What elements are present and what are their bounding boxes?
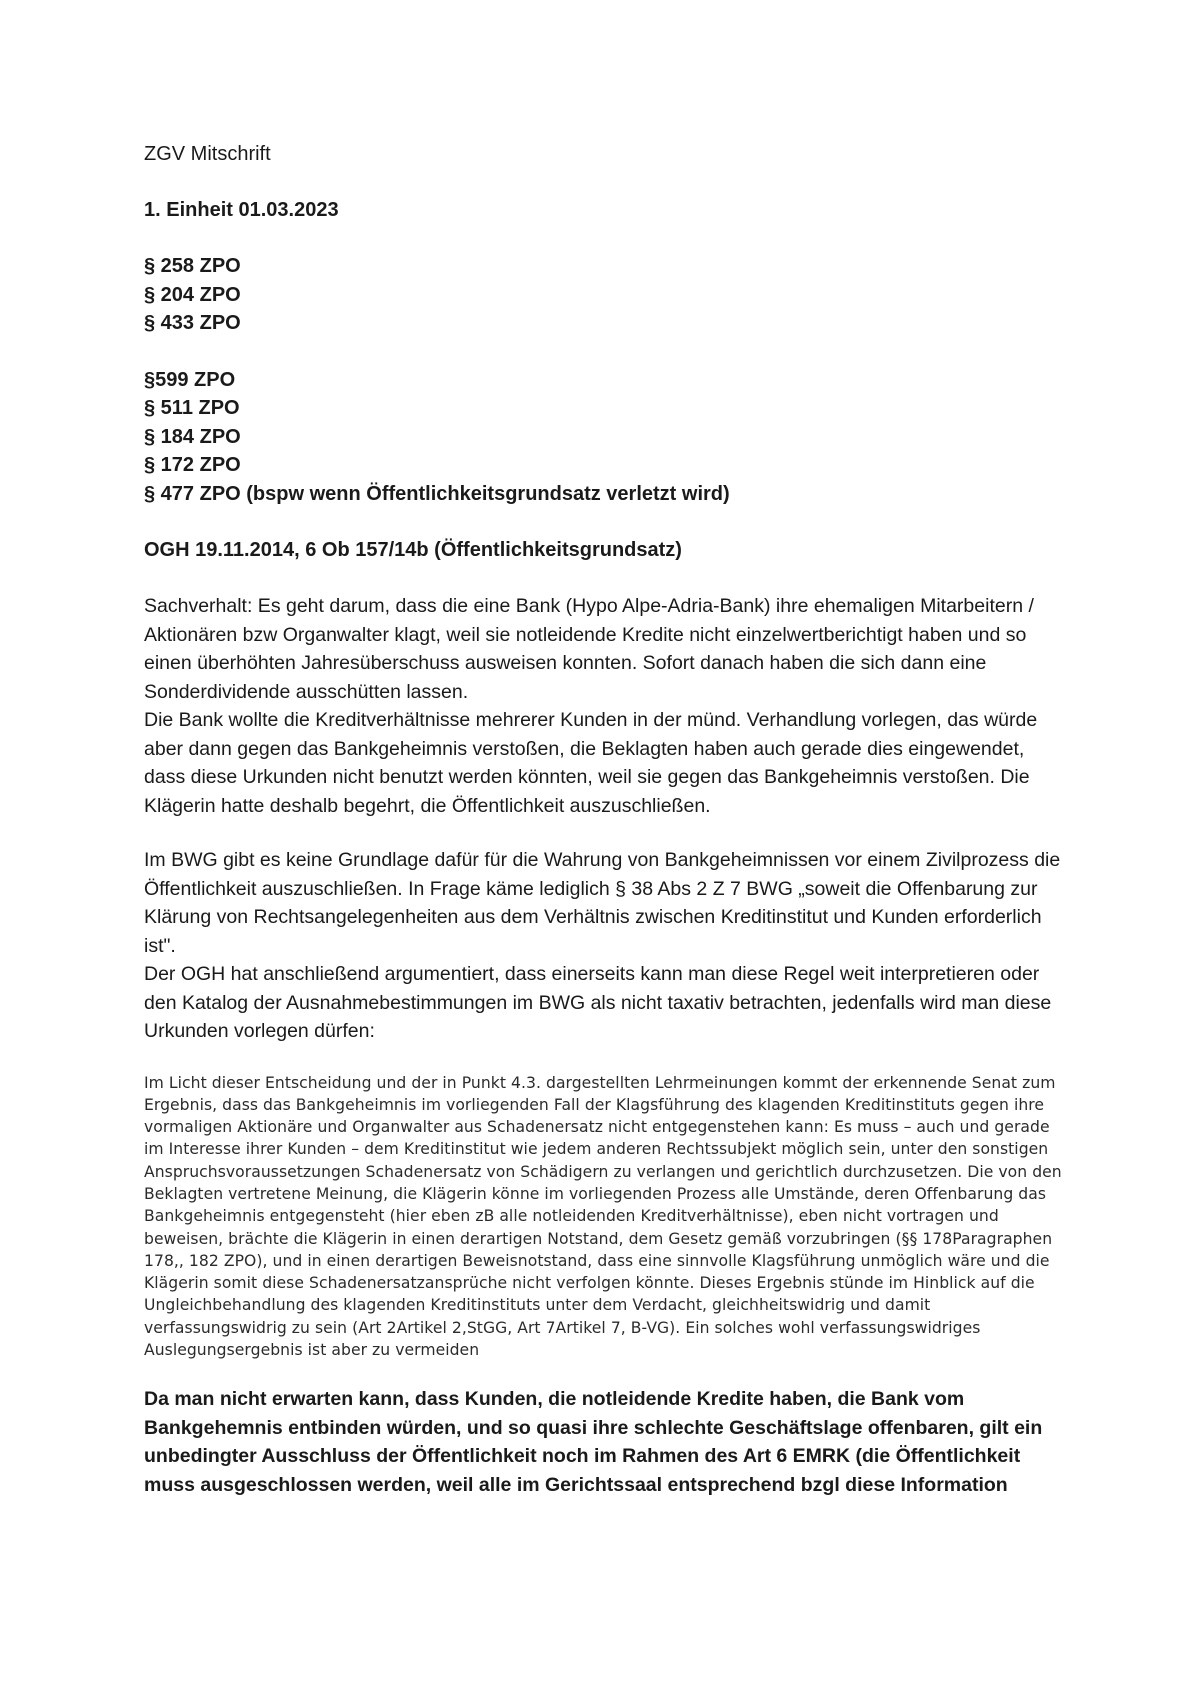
paragraph-reference: § 204 ZPO	[144, 283, 241, 306]
paragraph-reference: § 433 ZPO	[144, 312, 241, 334]
conclusion-paragraph: Da man nicht erwarten kann, dass Kunden, die notleidende Kredite haben, die Bank vom Bankgehemnis entbinden würden, und so quasi ihre schlechte Geschäftslage offenbaren, gilt ein unbedingter Ausschluss der Öffentlichkeit noch im Rahmen des Art 6 EMRK (die Öffentlichkeit muss ausgeschlossen werden, weil alle im Gerichtssaal entsprechend bzgl diese Information	[144, 1388, 1043, 1496]
sachverhalt-section	[144, 592, 1064, 820]
bwg-section	[144, 846, 1064, 1046]
paragraph-reference: § 184 ZPO	[144, 425, 241, 448]
case-heading: OGH 19.11.2014, 6 Ob 157/14b (Öffentlichkeitsgrundsatz)	[144, 539, 682, 561]
paragraph-reference: §599 ZPO	[144, 368, 236, 391]
ogh-paragraph: Der OGH hat anschließend argumentiert, dass einerseits kann man diese Regel weit interpretieren oder den Katalog der Ausnahmebestimmungen im BWG als nicht taxativ betrachten, jedenfalls wird man diese Urkunden vorlegen dürfen:	[144, 963, 1052, 1042]
bank-paragraph: Die Bank wollte die Kreditverhältnisse mehrerer Kunden in der münd. Verhandlung vorlegen, das würde aber dann gegen das Bankgeheimnis verstoßen, die Beklagten haben auch gerade dies eingewendet, dass diese Urkunden nicht benutzt werden könnten, weil sie gegen das Bankgeheimnis verstoßen. Die Klägerin hatte deshalb begehrt, die Öffentlichkeit auszuschließen.	[144, 709, 1038, 817]
paragraph-reference: § 258 ZPO	[144, 255, 241, 277]
paragraph-list-2	[144, 366, 1064, 509]
document-title: ZGV Mitschrift	[144, 143, 271, 165]
paragraph-reference: § 511 ZPO	[144, 397, 240, 419]
bwg-paragraph: Im BWG gibt es keine Grundlage dafür für die Wahrung von Bankgeheimnissen vor einem Zivilprozess die Öffentlichkeit auszuschließen. In Frage käme lediglich § 38 Abs 2 Z 7 BWG „soweit die Offenbarung zur Klärung von Rechtsangelegenheiten aus dem Verhältnis zwischen Kreditinstitut und Kunden erforderlich ist".	[144, 849, 1061, 957]
document-content	[144, 140, 1064, 1499]
paragraph-list-1	[144, 252, 1064, 338]
unit-heading: 1. Einheit 01.03.2023	[144, 199, 339, 221]
paragraph-reference: § 477 ZPO (bspw wenn Öffentlichkeitsgrundsatz verletzt wird)	[144, 482, 730, 505]
court-quote: Im Licht dieser Entscheidung und der in Punkt 4.3. dargestellten Lehrmeinungen kommt der erkennende Senat zum Ergebnis, dass das Bankgeheimnis im vorliegenden Fall der Klagsführung des klagenden Kreditinstituts gegen ihre vormaligen Aktionäre und Organwalter aus Schadenersatz nicht entgegenstehen kann: Es muss – auch und gerade im Interesse ihrer Kunden – dem Kreditinstitut wie jedem anderen Rechtssubjekt möglich sein, unter den sonstigen Anspruchsvoraussetzungen Schadenersatz von Schädigern zu verlangen und gerichtlich durchzusetzen. Die von den Beklagten vertretene Meinung, die Klägerin könne im vorliegenden Prozess alle Umstände, deren Offenbarung das Bankgeheimnis entgegensteht (hier eben zB alle notleidenden Kreditverhältnisse), eben nicht vortragen und beweisen, brächte die Klägerin in einen derartigen Notstand, dem Gesetz gemäß vorzubringen (§§ 178Paragraphen 178,, 182 ZPO), und in einen derartigen Beweisnotstand, dass eine sinnvolle Klagsführung unmöglich wäre und die Klägerin somit diese Schadenersatzansprüche nicht verfolgen könnte. Dieses Ergebnis stünde im Hinblick auf die Ungleichbehandlung des klagenden Kreditinstituts unter dem Verdacht, gleichheitswidrig und damit verfassungswidrig zu sein (Art 2Artikel 2,StGG, Art 7Artikel 7, B-VG). Ein solches wohl verfassungswidriges Auslegungsergebnis ist aber zu vermeiden	[144, 1073, 1062, 1360]
sachverhalt-paragraph: Sachverhalt: Es geht darum, dass die eine Bank (Hypo Alpe-Adria-Bank) ihre ehemaligen Mitarbeitern / Aktionären bzw Organwalter klagt, weil sie notleidende Kredite nicht einzelwertberichtigt haben und so einen überhöhten Jahresüberschuss ausweisen konnten. Sofort danach haben die sich dann eine Sonderdividende ausschütten lassen.	[144, 595, 1034, 703]
paragraph-reference: § 172 ZPO	[144, 454, 241, 476]
